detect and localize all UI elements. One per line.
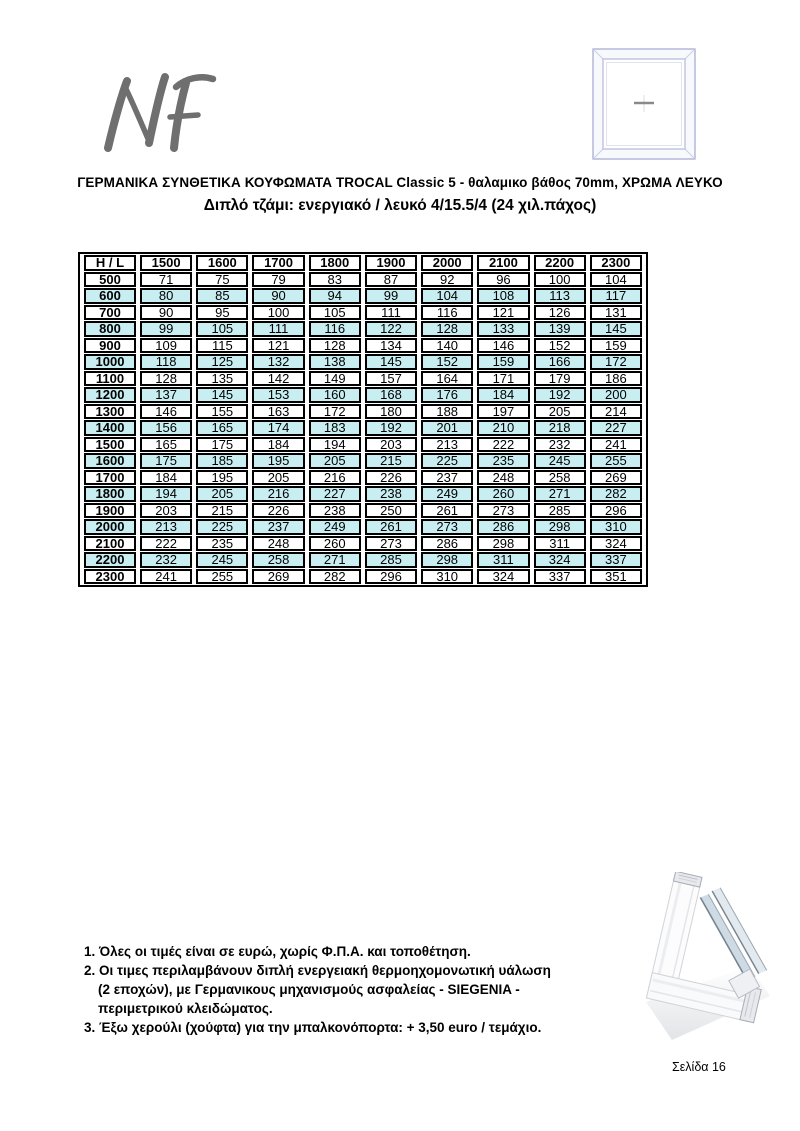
price-cell: 192 bbox=[365, 420, 417, 436]
row-header-cell: 2300 bbox=[84, 569, 136, 585]
price-cell: 216 bbox=[309, 470, 361, 486]
row-header-cell: 900 bbox=[84, 338, 136, 354]
price-cell: 142 bbox=[252, 371, 304, 387]
price-cell: 179 bbox=[534, 371, 586, 387]
price-cell: 99 bbox=[365, 288, 417, 304]
price-cell: 324 bbox=[534, 552, 586, 568]
price-cell: 168 bbox=[365, 387, 417, 403]
price-cell: 132 bbox=[252, 354, 304, 370]
price-cell: 172 bbox=[309, 404, 361, 420]
price-cell: 237 bbox=[252, 519, 304, 535]
price-cell: 128 bbox=[421, 321, 473, 337]
price-cell: 135 bbox=[196, 371, 248, 387]
table-row bbox=[84, 486, 642, 502]
price-cell: 171 bbox=[477, 371, 529, 387]
price-cell: 351 bbox=[590, 569, 642, 585]
price-cell: 237 bbox=[421, 470, 473, 486]
price-cell: 286 bbox=[421, 536, 473, 552]
price-cell: 298 bbox=[534, 519, 586, 535]
price-cell: 261 bbox=[365, 519, 417, 535]
price-cell: 310 bbox=[590, 519, 642, 535]
price-cell: 203 bbox=[140, 503, 192, 519]
price-cell: 213 bbox=[140, 519, 192, 535]
table-row bbox=[84, 437, 642, 453]
price-cell: 285 bbox=[365, 552, 417, 568]
table-header-row bbox=[84, 255, 642, 271]
price-cell: 105 bbox=[309, 305, 361, 321]
price-cell: 226 bbox=[365, 470, 417, 486]
window-profile-image bbox=[630, 872, 778, 1044]
price-cell: 100 bbox=[534, 272, 586, 288]
price-cell: 269 bbox=[590, 470, 642, 486]
price-cell: 214 bbox=[590, 404, 642, 420]
row-header-cell: 2200 bbox=[84, 552, 136, 568]
price-cell: 111 bbox=[252, 321, 304, 337]
column-header-cell: 2000 bbox=[421, 255, 473, 271]
price-cell: 118 bbox=[140, 354, 192, 370]
price-cell: 192 bbox=[534, 387, 586, 403]
row-header-cell: 1100 bbox=[84, 371, 136, 387]
price-cell: 215 bbox=[196, 503, 248, 519]
price-cell: 116 bbox=[309, 321, 361, 337]
price-cell: 296 bbox=[590, 503, 642, 519]
price-cell: 205 bbox=[534, 404, 586, 420]
price-cell: 137 bbox=[140, 387, 192, 403]
table-row bbox=[84, 371, 642, 387]
price-cell: 109 bbox=[140, 338, 192, 354]
price-cell: 241 bbox=[140, 569, 192, 585]
row-header-cell: 1300 bbox=[84, 404, 136, 420]
column-header-cell: 2300 bbox=[590, 255, 642, 271]
row-header-cell: 1000 bbox=[84, 354, 136, 370]
price-cell: 205 bbox=[252, 470, 304, 486]
price-cell: 133 bbox=[477, 321, 529, 337]
price-cell: 165 bbox=[140, 437, 192, 453]
price-cell: 145 bbox=[590, 321, 642, 337]
price-cell: 271 bbox=[534, 486, 586, 502]
price-cell: 238 bbox=[309, 503, 361, 519]
price-cell: 99 bbox=[140, 321, 192, 337]
price-cell: 260 bbox=[309, 536, 361, 552]
row-header-cell: 500 bbox=[84, 272, 136, 288]
price-cell: 249 bbox=[309, 519, 361, 535]
row-header-cell: 1200 bbox=[84, 387, 136, 403]
price-cell: 205 bbox=[196, 486, 248, 502]
price-cell: 111 bbox=[365, 305, 417, 321]
row-header-cell: 600 bbox=[84, 288, 136, 304]
price-cell: 108 bbox=[477, 288, 529, 304]
price-cell: 92 bbox=[421, 272, 473, 288]
price-cell: 172 bbox=[590, 354, 642, 370]
note-line: περιμετρικού κλειδώματος. bbox=[98, 1001, 273, 1016]
table-row bbox=[84, 503, 642, 519]
price-cell: 324 bbox=[477, 569, 529, 585]
price-cell: 273 bbox=[477, 503, 529, 519]
table-row bbox=[84, 569, 642, 585]
price-cell: 131 bbox=[590, 305, 642, 321]
table-row bbox=[84, 470, 642, 486]
price-cell: 311 bbox=[534, 536, 586, 552]
table-row bbox=[84, 321, 642, 337]
price-cell: 145 bbox=[365, 354, 417, 370]
price-cell: 100 bbox=[252, 305, 304, 321]
document-title: ΓΕΡΜΑΝΙΚΑ ΣΥΝΘΕΤΙΚΑ ΚΟΥΦΩΜΑΤΑ TROCAL Classic 5 - θαλαμικο βάθος 70mm, ΧΡΩΜΑ ΛΕΥΚΟ bbox=[77, 175, 723, 190]
price-cell: 122 bbox=[365, 321, 417, 337]
notes-block bbox=[84, 942, 584, 1037]
row-header-cell: 1500 bbox=[84, 437, 136, 453]
nf-logo-icon bbox=[98, 68, 228, 156]
price-cell: 146 bbox=[140, 404, 192, 420]
price-cell: 183 bbox=[309, 420, 361, 436]
table-row bbox=[84, 453, 642, 469]
price-cell: 184 bbox=[477, 387, 529, 403]
row-header-cell: 1400 bbox=[84, 420, 136, 436]
price-cell: 298 bbox=[421, 552, 473, 568]
price-cell: 195 bbox=[196, 470, 248, 486]
price-cell: 85 bbox=[196, 288, 248, 304]
price-cell: 282 bbox=[590, 486, 642, 502]
price-cell: 71 bbox=[140, 272, 192, 288]
price-cell: 260 bbox=[477, 486, 529, 502]
price-cell: 80 bbox=[140, 288, 192, 304]
price-cell: 238 bbox=[365, 486, 417, 502]
price-cell: 117 bbox=[590, 288, 642, 304]
price-cell: 296 bbox=[365, 569, 417, 585]
price-cell: 227 bbox=[590, 420, 642, 436]
price-cell: 149 bbox=[309, 371, 361, 387]
price-cell: 222 bbox=[140, 536, 192, 552]
table-row bbox=[84, 305, 642, 321]
price-cell: 248 bbox=[252, 536, 304, 552]
price-cell: 145 bbox=[196, 387, 248, 403]
price-cell: 245 bbox=[534, 453, 586, 469]
price-cell: 337 bbox=[534, 569, 586, 585]
row-header-cell: 1700 bbox=[84, 470, 136, 486]
price-cell: 222 bbox=[477, 437, 529, 453]
price-cell: 104 bbox=[590, 272, 642, 288]
price-cell: 156 bbox=[140, 420, 192, 436]
price-cell: 90 bbox=[252, 288, 304, 304]
price-cell: 200 bbox=[590, 387, 642, 403]
price-cell: 203 bbox=[365, 437, 417, 453]
column-header-cell: 2200 bbox=[534, 255, 586, 271]
price-cell: 75 bbox=[196, 272, 248, 288]
price-cell: 184 bbox=[140, 470, 192, 486]
price-cell: 216 bbox=[252, 486, 304, 502]
price-cell: 225 bbox=[421, 453, 473, 469]
price-cell: 249 bbox=[421, 486, 473, 502]
column-header-cell: 1600 bbox=[196, 255, 248, 271]
price-cell: 255 bbox=[196, 569, 248, 585]
price-cell: 261 bbox=[421, 503, 473, 519]
column-header-cell: 1900 bbox=[365, 255, 417, 271]
table-row bbox=[84, 387, 642, 403]
price-cell: 227 bbox=[309, 486, 361, 502]
table-row bbox=[84, 420, 642, 436]
page-titles bbox=[0, 175, 800, 215]
price-cell: 105 bbox=[196, 321, 248, 337]
table-row bbox=[84, 519, 642, 535]
price-cell: 258 bbox=[252, 552, 304, 568]
price-cell: 210 bbox=[477, 420, 529, 436]
price-cell: 186 bbox=[590, 371, 642, 387]
price-cell: 152 bbox=[534, 338, 586, 354]
price-cell: 157 bbox=[365, 371, 417, 387]
price-cell: 324 bbox=[590, 536, 642, 552]
price-cell: 184 bbox=[252, 437, 304, 453]
price-cell: 180 bbox=[365, 404, 417, 420]
price-cell: 311 bbox=[477, 552, 529, 568]
price-cell: 188 bbox=[421, 404, 473, 420]
price-table bbox=[78, 252, 648, 587]
price-cell: 255 bbox=[590, 453, 642, 469]
price-cell: 163 bbox=[252, 404, 304, 420]
price-cell: 286 bbox=[477, 519, 529, 535]
price-cell: 258 bbox=[534, 470, 586, 486]
price-cell: 128 bbox=[140, 371, 192, 387]
price-cell: 176 bbox=[421, 387, 473, 403]
column-header-cell: 1800 bbox=[309, 255, 361, 271]
price-cell: 194 bbox=[140, 486, 192, 502]
price-cell: 94 bbox=[309, 288, 361, 304]
price-cell: 113 bbox=[534, 288, 586, 304]
price-cell: 213 bbox=[421, 437, 473, 453]
note-line: (2 εποχών), με Γερμανικους μηχανισμούς ασφαλείας - SIEGENIA - bbox=[98, 982, 520, 997]
price-cell: 271 bbox=[309, 552, 361, 568]
table-row bbox=[84, 536, 642, 552]
price-cell: 153 bbox=[252, 387, 304, 403]
price-cell: 146 bbox=[477, 338, 529, 354]
price-cell: 121 bbox=[477, 305, 529, 321]
price-cell: 232 bbox=[140, 552, 192, 568]
price-cell: 195 bbox=[252, 453, 304, 469]
price-cell: 155 bbox=[196, 404, 248, 420]
row-header-cell: 2000 bbox=[84, 519, 136, 535]
price-cell: 250 bbox=[365, 503, 417, 519]
price-cell: 273 bbox=[365, 536, 417, 552]
price-cell: 269 bbox=[252, 569, 304, 585]
price-cell: 87 bbox=[365, 272, 417, 288]
price-cell: 95 bbox=[196, 305, 248, 321]
table-row bbox=[84, 272, 642, 288]
price-cell: 104 bbox=[421, 288, 473, 304]
price-table-body bbox=[84, 255, 642, 584]
price-cell: 185 bbox=[196, 453, 248, 469]
table-row bbox=[84, 338, 642, 354]
price-cell: 125 bbox=[196, 354, 248, 370]
price-cell: 310 bbox=[421, 569, 473, 585]
price-cell: 226 bbox=[252, 503, 304, 519]
price-cell: 128 bbox=[309, 338, 361, 354]
price-cell: 116 bbox=[421, 305, 473, 321]
price-cell: 83 bbox=[309, 272, 361, 288]
price-cell: 225 bbox=[196, 519, 248, 535]
row-header-cell: 800 bbox=[84, 321, 136, 337]
price-cell: 245 bbox=[196, 552, 248, 568]
row-header-cell: 1800 bbox=[84, 486, 136, 502]
price-cell: 197 bbox=[477, 404, 529, 420]
price-cell: 126 bbox=[534, 305, 586, 321]
row-header-cell: 700 bbox=[84, 305, 136, 321]
price-cell: 248 bbox=[477, 470, 529, 486]
column-header-cell: 1700 bbox=[252, 255, 304, 271]
price-cell: 282 bbox=[309, 569, 361, 585]
price-cell: 235 bbox=[477, 453, 529, 469]
page-number: Σελίδα 16 bbox=[672, 1060, 726, 1074]
document-subtitle: Διπλό τζάμι: ενεργιακό / λευκό 4/15.5/4 (24 χιλ.πάχος) bbox=[203, 197, 597, 214]
price-cell: 337 bbox=[590, 552, 642, 568]
price-cell: 194 bbox=[309, 437, 361, 453]
row-header-cell: 2100 bbox=[84, 536, 136, 552]
price-cell: 96 bbox=[477, 272, 529, 288]
price-cell: 115 bbox=[196, 338, 248, 354]
row-header-cell: 1900 bbox=[84, 503, 136, 519]
price-cell: 218 bbox=[534, 420, 586, 436]
price-cell: 121 bbox=[252, 338, 304, 354]
price-cell: 159 bbox=[590, 338, 642, 354]
window-front-icon bbox=[592, 48, 696, 160]
price-cell: 205 bbox=[309, 453, 361, 469]
price-cell: 174 bbox=[252, 420, 304, 436]
row-header-cell: 1600 bbox=[84, 453, 136, 469]
price-cell: 79 bbox=[252, 272, 304, 288]
price-cell: 134 bbox=[365, 338, 417, 354]
price-cell: 159 bbox=[477, 354, 529, 370]
table-row bbox=[84, 404, 642, 420]
price-cell: 164 bbox=[421, 371, 473, 387]
price-cell: 166 bbox=[534, 354, 586, 370]
price-cell: 165 bbox=[196, 420, 248, 436]
note-line: 2. Οι τιμες περιλαμβάνουν διπλή ενεργειακή θερμοηχομονωτική υάλωση bbox=[84, 963, 551, 978]
price-cell: 273 bbox=[421, 519, 473, 535]
price-cell: 241 bbox=[590, 437, 642, 453]
note-line: 3. Έξω χερούλι (χούφτα) για την μπαλκονόπορτα: + 3,50 euro / τεμάχιο. bbox=[84, 1020, 542, 1035]
table-row bbox=[84, 288, 642, 304]
price-cell: 90 bbox=[140, 305, 192, 321]
price-cell: 138 bbox=[309, 354, 361, 370]
price-cell: 175 bbox=[140, 453, 192, 469]
column-header-cell: 2100 bbox=[477, 255, 529, 271]
price-cell: 152 bbox=[421, 354, 473, 370]
note-line: 1. Όλες οι τιμές είναι σε ευρώ, χωρίς Φ.Π.Α. και τοποθέτηση. bbox=[84, 944, 471, 959]
price-cell: 215 bbox=[365, 453, 417, 469]
price-cell: 201 bbox=[421, 420, 473, 436]
corner-header-cell: H / L bbox=[84, 255, 136, 271]
price-cell: 175 bbox=[196, 437, 248, 453]
column-header-cell: 1500 bbox=[140, 255, 192, 271]
price-cell: 235 bbox=[196, 536, 248, 552]
table-row bbox=[84, 552, 642, 568]
price-cell: 298 bbox=[477, 536, 529, 552]
table-row bbox=[84, 354, 642, 370]
price-cell: 285 bbox=[534, 503, 586, 519]
price-cell: 160 bbox=[309, 387, 361, 403]
price-cell: 139 bbox=[534, 321, 586, 337]
price-cell: 232 bbox=[534, 437, 586, 453]
price-cell: 140 bbox=[421, 338, 473, 354]
